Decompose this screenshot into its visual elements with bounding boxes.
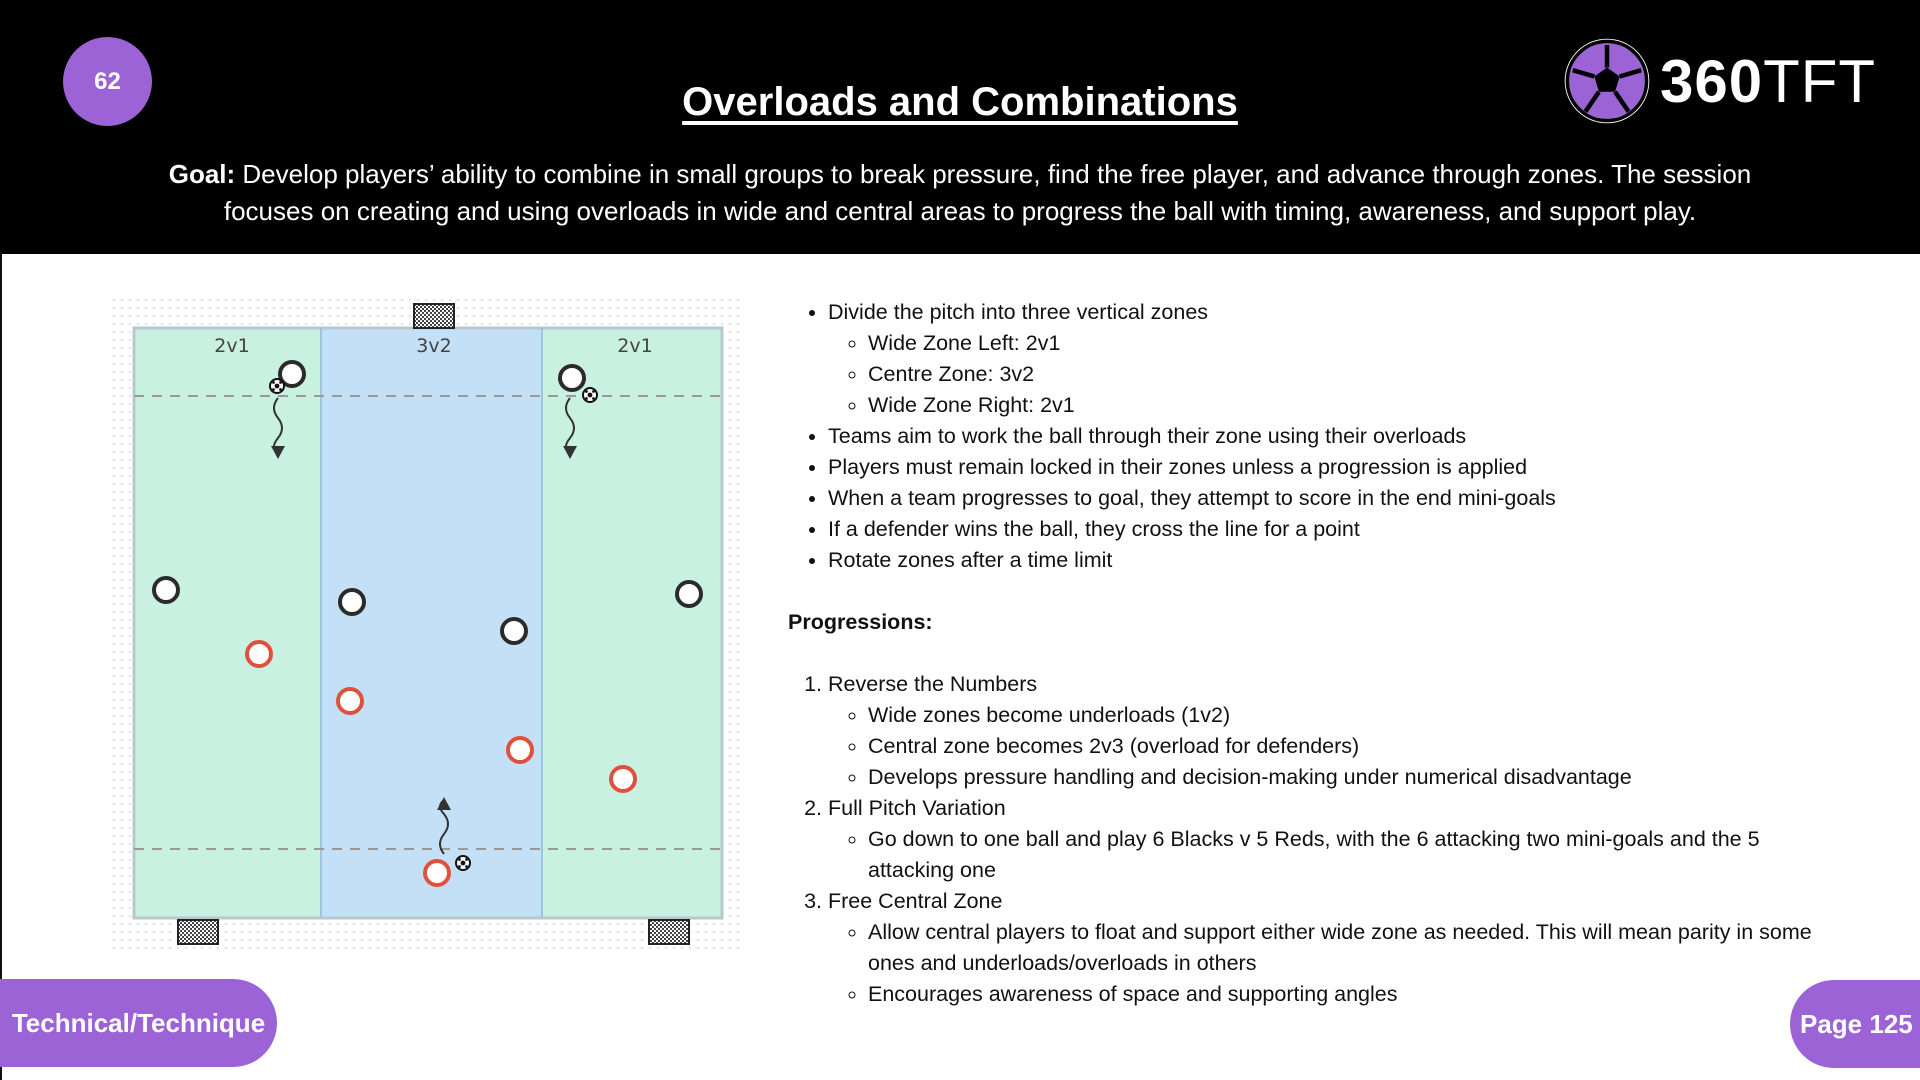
list-item [828, 514, 1828, 545]
red-player [508, 738, 532, 762]
sub-list-item: ◦ Central zone becomes 2v3 (overload for defenders) [868, 731, 1828, 762]
list-item-text: Free Central Zone [828, 889, 1003, 913]
sub-list-item: ◦ Wide Zone Left: 2v1 [868, 328, 1828, 359]
black-player [677, 582, 701, 606]
session-number-badge: 62 [63, 37, 152, 126]
list-item-text: Rotate zones after a time limit [828, 548, 1113, 572]
black-player [340, 590, 364, 614]
pitch-svg [112, 298, 744, 950]
list-item [828, 793, 1828, 886]
red-player [247, 642, 271, 666]
logo-text-light: TFT [1763, 47, 1877, 115]
goal-label: Goal: [168, 159, 236, 189]
list-item-text: When a team progresses to goal, they attempt to score in the end mini-goals [828, 486, 1556, 510]
list-item [828, 421, 1828, 452]
sub-list [828, 700, 1828, 793]
page-title: Overloads and Combinations [682, 80, 1238, 124]
header-bar [0, 0, 1920, 254]
left-border [0, 254, 2, 1080]
mini-goal-bottom-left [178, 920, 218, 944]
zone-label-central: 3v2 [416, 335, 452, 357]
sub-list-item: ◦ Centre Zone: 3v2 [868, 359, 1828, 390]
setup-list [788, 297, 1828, 576]
goal-description [130, 156, 1790, 230]
sub-list [828, 917, 1828, 1010]
red-player [425, 861, 449, 885]
list-item [828, 669, 1828, 793]
sub-list-item: ◦ Allow central players to float and support either wide zone as needed. This will mean parity in some ones and underloads/overloads in others [868, 917, 1828, 979]
black-player [154, 578, 178, 602]
list-item [828, 297, 1828, 421]
zone-label-right: 2v1 [617, 335, 653, 357]
list-item [828, 886, 1828, 1010]
list-item [828, 483, 1828, 514]
list-item-text: Players must remain locked in their zones unless a progression is applied [828, 455, 1528, 479]
red-player [338, 689, 362, 713]
zone-label-left: 2v1 [214, 335, 250, 357]
list-item-text: Teams aim to work the ball through their zone using their overloads [828, 424, 1467, 448]
list-item [828, 452, 1828, 483]
list-item-text: Reverse the Numbers [828, 672, 1038, 696]
brand-logo [1562, 36, 1876, 126]
sub-list [828, 328, 1828, 421]
ball-icon [456, 856, 470, 870]
category-tag: Technical/Technique [0, 979, 277, 1067]
sub-list-item: ◦ Wide zones become underloads (1v2) [868, 700, 1828, 731]
soccer-ball-icon [1562, 36, 1652, 126]
mini-goal-bottom-right [649, 920, 689, 944]
sub-list [828, 824, 1828, 886]
red-player [611, 767, 635, 791]
logo-text-bold: 360 [1660, 47, 1764, 115]
list-item-text: If a defender wins the ball, they cross the line for a point [828, 517, 1360, 541]
list-item [828, 545, 1828, 576]
mini-goal-top [414, 304, 454, 328]
page-number: Page 125 [1790, 980, 1920, 1068]
goal-body: Develop players’ ability to combine in small groups to break pressure, find the free player, and advance through zones. The session focuses on creating and using overloads in wide and central areas to progress the ball with timing, awareness, and support play. [223, 159, 1752, 226]
black-player [502, 619, 526, 643]
zone-wide-left [134, 328, 321, 918]
instructions-panel [788, 297, 1828, 1010]
sub-list-item: ◦ Develops pressure handling and decision-making under numerical disadvantage [868, 762, 1828, 793]
ball-icon [583, 388, 597, 402]
ball-icon [270, 379, 284, 393]
sub-list-item: ◦ Go down to one ball and play 6 Blacks v 5 Reds, with the 6 attacking two mini-goals and the 5 attacking one [868, 824, 1828, 886]
sub-list-item: ◦ Encourages awareness of space and supporting angles [868, 979, 1828, 1010]
list-item-text: Divide the pitch into three vertical zones [828, 300, 1209, 324]
progressions-list [788, 669, 1828, 1010]
list-item-text: Full Pitch Variation [828, 796, 1006, 820]
black-player [560, 366, 584, 390]
progressions-heading: Progressions: [788, 610, 933, 634]
sub-list-item: ◦ Wide Zone Right: 2v1 [868, 390, 1828, 421]
pitch-diagram [112, 298, 744, 950]
